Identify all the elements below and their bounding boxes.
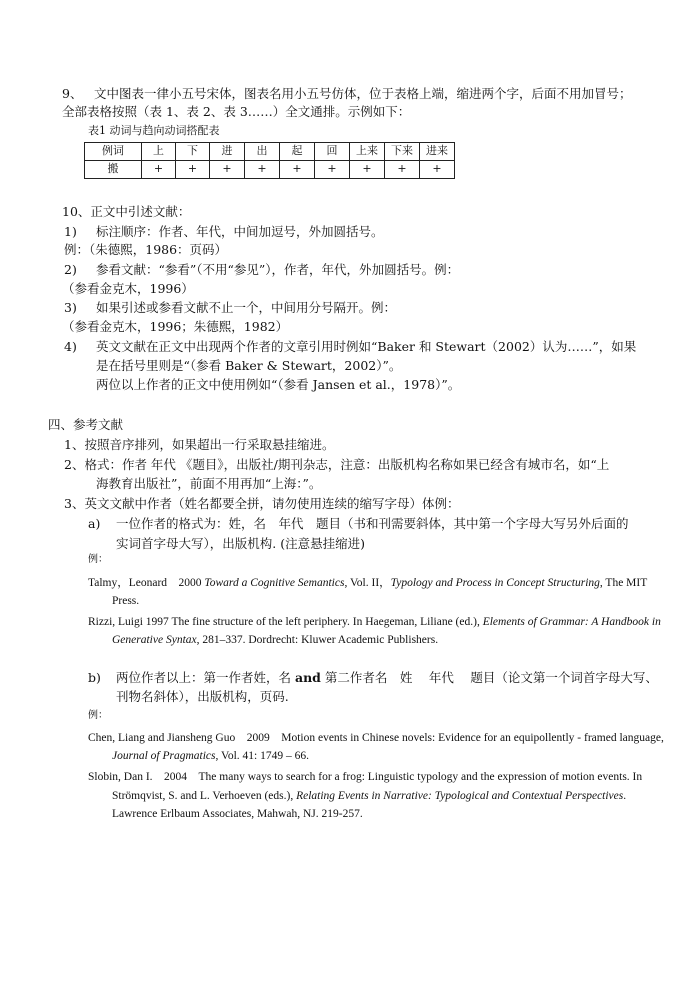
ref-rule-1: 1、按照音序排列，如果超出一行采取悬挂缩进。 — [64, 437, 335, 452]
reference-entry-slobin: Slobin, Dan I. 2004 The many ways to search for a frog: Linguistic typology and the expression of motion events. In — [88, 771, 643, 783]
table-header-cell: 出 — [245, 143, 280, 161]
format-b-text: 两位作者以上：第一作者姓，名 — [116, 670, 295, 685]
format-a-example-label: 例： — [88, 554, 108, 565]
ref-text: , 281–337. Dordrecht: Kluwer Academic Publishers. — [196, 634, 439, 646]
table-header-cell: 起 — [280, 143, 315, 161]
ref-italic-title: Elements of Grammar: A Handbook in — [482, 616, 661, 628]
table-cell: + — [315, 161, 350, 179]
rule-4-number: 4) — [64, 339, 77, 354]
table-header-cell: 进来 — [420, 143, 455, 161]
table-header-cell: 上来 — [350, 143, 385, 161]
reference-entry-talmy — [88, 576, 647, 592]
ref-italic-title: Journal of Pragmatics — [112, 750, 216, 762]
table-cell: + — [176, 161, 210, 179]
reference-entry-rizzi-cont — [112, 633, 438, 649]
rule-3-text: 如果引述或参看文献不止一个，中间用分号隔开。例： — [96, 300, 397, 315]
item-9-line-2: 全部表格按照（表 1、表 2、表 3……）全文通排。示例如下： — [62, 104, 411, 119]
format-a-line-1: 一位作者的格式为：姓，名 年代 题目（书和刊需要斜体，其中第一个字母大写另外后面的 — [116, 516, 629, 531]
rule-1-text: 标注顺序：作者、年代，中间加逗号，外加圆括号。 — [96, 224, 384, 239]
reference-entry-slobin-cont-2: Lawrence Erlbaum Associates, Mahwah, NJ. 219-257. — [112, 808, 363, 820]
rule-3-number: 3) — [64, 300, 77, 315]
ref-italic-title: Relating Events in Narrative: Typological and Contextual Perspectives — [296, 790, 624, 802]
format-a-line-2: 实词首字母大写），出版机构. (注意悬挂缩进) — [116, 536, 365, 551]
item-9-line-1: 文中图表一律小五号宋体，图表名用小五号仿体，位于表格上端，缩进两个字，后面不用加冒号； — [94, 86, 632, 101]
ref-text: Rizzi, Luigi 1997 The fine structure of the left periphery. In Haegeman, Liliane (ed.), — [88, 616, 483, 628]
table-header-cell: 上 — [142, 143, 176, 161]
reference-entry-chen-cont — [112, 749, 309, 765]
format-b-and: and — [294, 670, 321, 685]
table-cell: + — [245, 161, 280, 179]
ref-text: . — [623, 790, 627, 802]
ref-text: , Vol. 41: 1749 – 66. — [215, 750, 310, 762]
table-cell: + — [350, 161, 385, 179]
rule-1-number: 1) — [64, 224, 77, 239]
table-cell: + — [210, 161, 245, 179]
table-header-cell: 下 — [176, 143, 210, 161]
table-row — [85, 161, 455, 179]
reference-entry-chen: Chen, Liang and Jiansheng Guo 2009 Motion events in Chinese novels: Evidence for an equipollently - framed language, — [88, 732, 664, 744]
table-caption: 表1 动词与趋向动词搭配表 — [88, 124, 220, 137]
ref-rule-2-line-1: 2、格式：作者 年代 《题目》，出版社/期刊杂志，注意：出版机构名称如果已经含有城市名，如“上 — [64, 457, 610, 472]
table-cell: 搬 — [85, 161, 142, 179]
item-9-number: 9、 — [62, 86, 83, 101]
table-cell: + — [420, 161, 455, 179]
ref-rule-2-line-2: 海教育出版社”，前面不用再加“上海：”。 — [96, 476, 322, 491]
reference-entry-talmy-cont: Press. — [112, 595, 140, 607]
table-cell: + — [280, 161, 315, 179]
table-header-cell: 回 — [315, 143, 350, 161]
ref-italic-title: Toward a Cognitive Semantics — [204, 577, 345, 589]
format-b-text: 第二作者名 姓 年代 题目（论文第一个词首字母大写、 — [320, 670, 658, 685]
table-header-cell: 进 — [210, 143, 245, 161]
rule-3-example: （参看金克木，1996；朱德熙，1982） — [62, 319, 289, 334]
item-10-heading: 10、正文中引述文献： — [62, 204, 191, 219]
format-b-line-1 — [116, 670, 658, 687]
format-a-label: a) — [88, 516, 101, 531]
section-4-heading: 四、参考文献 — [48, 417, 124, 432]
rule-4-line-1: 英文文献在正文中出现两个作者的文章引用时例如“Baker 和 Stewart（2002）认为……”，如果 — [96, 339, 637, 354]
rule-2-example: （参看金克木，1996） — [62, 281, 194, 296]
ref-text: , Vol. II， — [344, 577, 391, 589]
table-cell: + — [142, 161, 176, 179]
reference-entry-rizzi — [88, 615, 661, 631]
ref-italic-title: Generative Syntax — [112, 634, 197, 646]
rule-2-number: 2) — [64, 262, 77, 277]
table-cell: + — [385, 161, 420, 179]
example-table — [84, 142, 455, 179]
rule-2-text: 参看文献：“参看”（不用“参见”），作者，年代，外加圆括号。例： — [96, 262, 460, 277]
format-b-line-2: 刊物名斜体），出版机构，页码. — [116, 689, 289, 704]
table-header-cell: 例词 — [85, 143, 142, 161]
rule-4-line-3: 两位以上作者的正文中使用例如“（参看 Jansen et al.，1978）”。 — [96, 377, 461, 392]
format-b-example-label: 例： — [88, 710, 108, 721]
table-header-cell: 下来 — [385, 143, 420, 161]
ref-text: Talmy，Leonard 2000 — [88, 577, 205, 589]
format-b-label: b) — [88, 670, 101, 685]
table-header-row — [85, 143, 455, 161]
reference-entry-slobin-cont — [112, 789, 626, 805]
rule-4-line-2: 是在括号里则是“（参看 Baker & Stewart，2002）”。 — [96, 358, 402, 373]
ref-italic-title: Typology and Process in Concept Structuring — [390, 577, 600, 589]
ref-text: Strömqvist, S. and L. Verhoeven (eds.), — [112, 790, 297, 802]
ref-text: , The MIT — [599, 577, 648, 589]
ref-rule-3: 3、英文文献中作者（姓名都要全拼，请勿使用连续的缩写字母）体例： — [64, 496, 460, 511]
rule-1-example: 例：（朱德熙，1986：页码） — [64, 242, 228, 257]
